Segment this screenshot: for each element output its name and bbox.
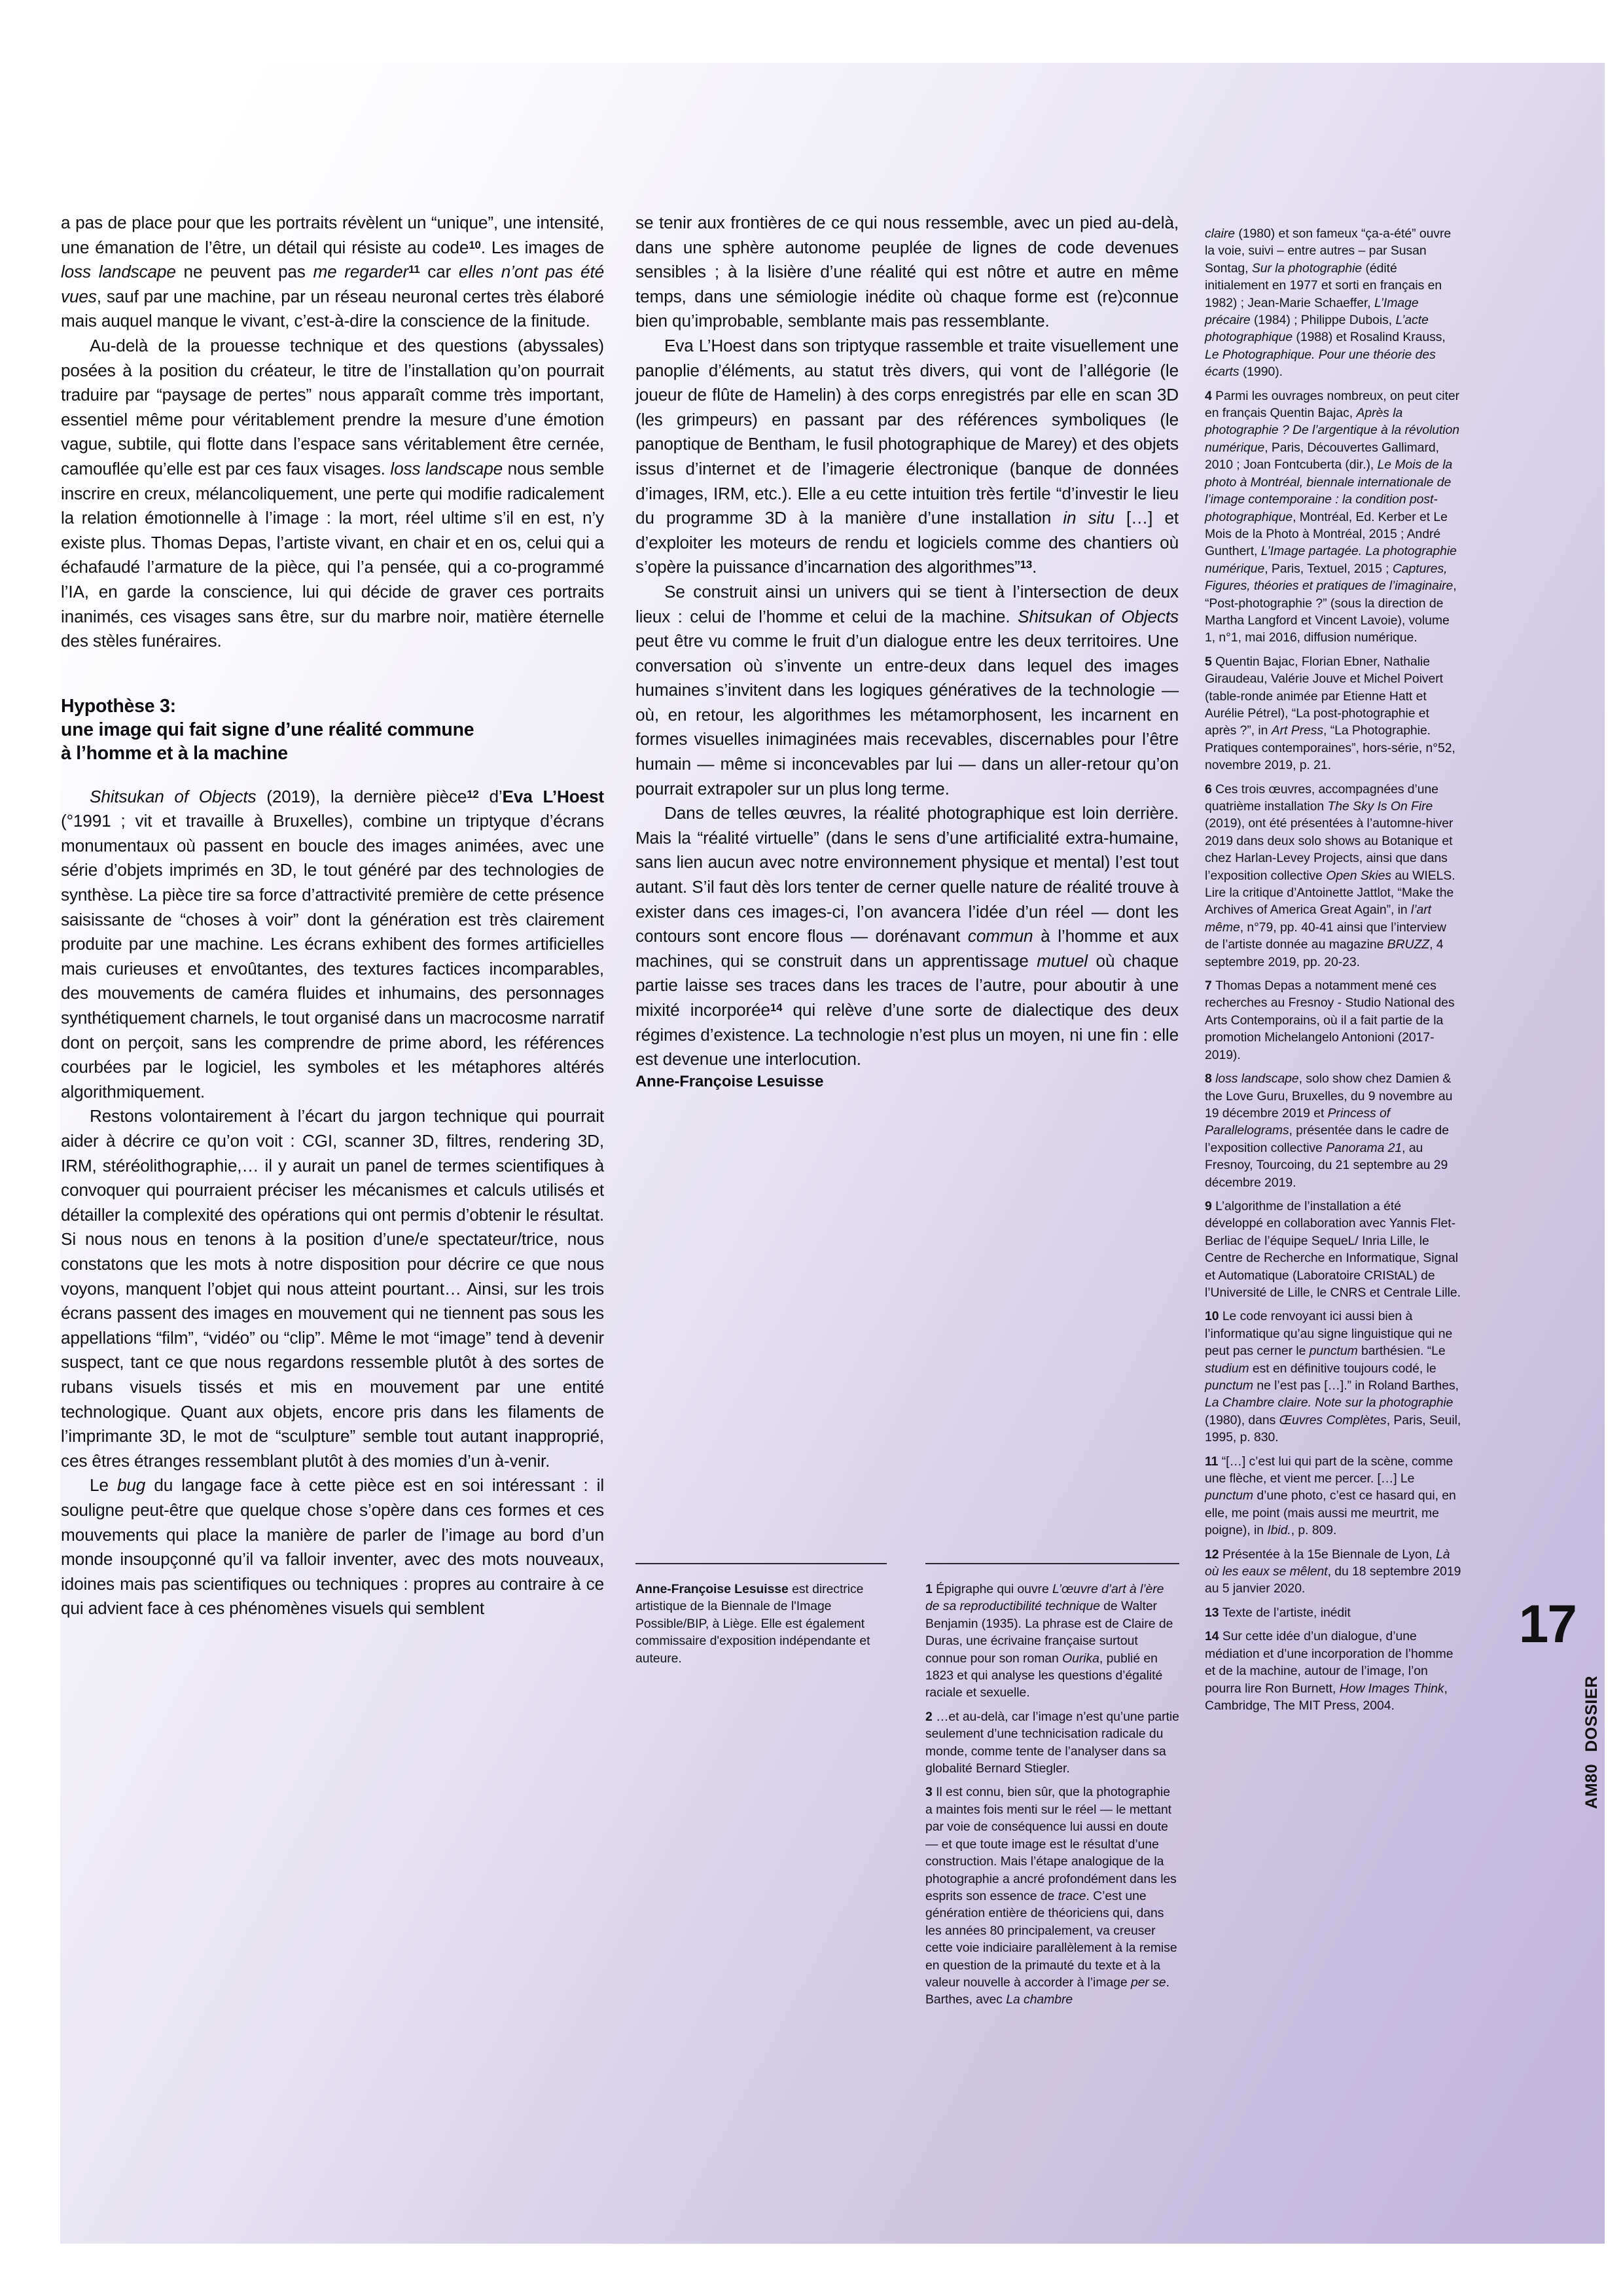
text-run: qui relève d’une sorte de dialectique des deux régimes d’existence. La technologie n’est plus un moyen, ni une fin : elle est devenue une interlocution.: [635, 1000, 1179, 1069]
footnote-text: Présentée à la 15e Biennale de Lyon,: [1222, 1547, 1436, 1562]
footnote-title-italic: Princess of Parallelograms: [1205, 1105, 1391, 1138]
footnote-title-italic: The Sky Is On Fire: [1327, 799, 1433, 814]
emphasis-bug: bug: [116, 1475, 146, 1496]
text-run: du langage face à cette pièce est en soi intéressant : il souligne peut-être que quelque chose s’opère dans ces formes et ces mouvements qui place la manière de parler de l’image au bord d’un monde insoupçonné qu’il va falloir inventer, avec des mots nouveaux, idoines mais pas scientifiques ou techniques : propres au contraire à ce qui advient face à ces phénomènes visuels qui semblent: [61, 1475, 604, 1619]
footnote-text: , “La Photographie. Pratiques contemporaines”, hors-série, n°52, novembre 2019, p. 21.: [1205, 723, 1455, 773]
footnote-text: Ces trois œuvres, accompagnées d’une quatrième installation: [1205, 781, 1439, 814]
text-run: peut être vu comme le fruit d’un dialogue entre les deux territoires. Une conversation où s’invente un entre-deux dans lequel des images humaines s’invitent dans les logiques génératives de la technologie — où, en retour, les algorithmes les métamorphosent, les incarnent en formes visuelles inimaginées mais recevables, discernables pour l’être humain — même si inconcevables par lui — dans un aller-retour qu’on pourrait extrapoler sur un plus long terme.: [635, 631, 1179, 798]
heading-line-1: Hypothèse 3:: [61, 695, 176, 717]
footnote-text: Texte de l’artiste, inédit: [1222, 1605, 1351, 1620]
footnote-text: , Cambridge, The MIT Press, 2004.: [1205, 1681, 1448, 1713]
footnote-item: [1205, 1198, 1461, 1301]
footnote-item: [1205, 387, 1461, 647]
footnote-title-italic: L’Image précaire: [1205, 295, 1419, 328]
footnote-ref-11[interactable]: 11: [408, 263, 420, 276]
footnote-title-italic: trace: [1058, 1888, 1086, 1903]
footnote-number: 7: [1205, 978, 1216, 994]
footnote-text: . C’est une génération entière de théoriciens qui, dans les années 80 principalement, va creuser cette voie indiciaire parallèlement à la remise en question de la primauté du texte et à la valeur nouvelle à accorder à l’image: [925, 1888, 1177, 1990]
footnote-text: , “Post-photographie ?” (sous la direction de Martha Langford et Vincent Lavoie), volume 1, n°1, mai 2016, diffusion numérique.: [1205, 579, 1457, 645]
footnote-ref-10[interactable]: 10: [469, 238, 481, 251]
paragraph-4: [635, 801, 1179, 1072]
footnote-text: , Paris, Seuil, 1995, p. 830.: [1205, 1412, 1461, 1445]
footnote-title-italic: Sur la photographie: [1251, 260, 1363, 276]
author-bio-text: est directrice artistique de la Biennale de l'Image Possible/BIP, à Liège. Elle est également commissaire d'exposition indépendante et auteure.: [635, 1582, 870, 1666]
footnotes-column-left: [925, 1581, 1179, 2015]
footnote-ref-13[interactable]: 13: [1020, 558, 1033, 571]
footnote-number: 8: [1205, 1071, 1216, 1086]
footnote-item: [1205, 977, 1461, 1064]
footnote-text: , au Fresnoy, Tourcoing, du 21 septembre au 29 décembre 2019.: [1205, 1140, 1448, 1190]
footnote-title-italic: Le Photographique. Pour une théorie des écarts: [1205, 347, 1436, 380]
heading-spacer: [61, 765, 604, 785]
footnote-title-italic: Le Mois de la photo à Montréal, biennale internationale de l’image contemporaine : la condition post-photographique: [1205, 457, 1453, 524]
footnote-text: est en définitive toujours codé, le: [1249, 1361, 1436, 1376]
footnote-text: . Barthes, avec: [925, 1975, 1169, 2007]
footnote-number: 6: [1205, 781, 1216, 797]
text-run: Dans de telles œuvres, la réalité photographique est loin derrière. Mais la “réalité virtuelle” (dans le sens d’une artificialité extra-humaine, sans lien aucun avec notre environnement physique et mental) l’est tout autant. S’il faut dès lors tenter de cerner quelle nature de réalité trouve à exister dans ces images-ci, l’on avancera l’idée d’un réel — dont les contours sont encore flous — dorénavant: [635, 803, 1179, 946]
running-foot-section: DOSSIER: [1582, 1676, 1601, 1752]
text-run: Se construit ainsi un univers qui se tient à l’intersection de deux lieux : celui de l’homme et celui de la machine.: [635, 581, 1179, 626]
work-title-loss-landscape: loss landscape: [61, 262, 176, 282]
text-run: a pas de place pour que les portraits révèlent un “unique”, une intensité, une émanation de l’être, un détail qui résiste au code: [61, 213, 604, 257]
text-run: où chaque partie laisse ses traces dans les traces de l’autre, pour aboutir à une mixité incorporée: [635, 950, 1179, 1020]
work-title-loss-landscape: loss landscape: [390, 458, 503, 478]
section-spacer: [61, 654, 604, 694]
text-run: ne peuvent pas: [175, 262, 313, 282]
page-number: 17: [1518, 1594, 1576, 1654]
footnote-text: , présentée dans le cadre de l’exposition collective: [1205, 1123, 1450, 1155]
footnote-text: Il est connu, bien sûr, que la photographie a maintes fois menti sur le réel — le mettant par voie de conséquence lui aussi en doute — et que toute image est le résultat d’une construction. Mais l’étape analogique de la photographie a ancré profondément dans les esprits son essence de: [925, 1785, 1177, 1903]
artist-name-eva-lhoest: Eva L’Hoest: [502, 786, 604, 806]
footnote-text: “[…] c’est lui qui part de la scène, comme une flèche, et vient me percer. […] Le: [1205, 1454, 1454, 1486]
footnote-ref-12[interactable]: 12: [467, 787, 479, 800]
paragraph-1: se tenir aux frontières de ce qui nous ressemble, avec un pied au-delà, dans une sphère autonome peuplée de lignes de code devenues sensibles ; à la lisière d’une réalité qui est nôtre et autre en même temps, dans une sémiologie inédite où chaque forme est (re)connue bien qu’improbable, semblante mais pas ressemblante.: [635, 213, 1179, 331]
footnote-number: 9: [1205, 1198, 1216, 1213]
footnote-text: (2019), ont été présentées à l’automne-hiver 2019 dans deux solo shows au Botanique et chez Harlan-Levey Projects, ainsi que dans l’exposition collective: [1205, 816, 1454, 883]
footnote-text: , solo show chez Damien & the Love Guru, Bruxelles, du 9 novembre au 19 décembre 2019 et: [1205, 1071, 1453, 1121]
footnote-title-italic: How Images Think: [1339, 1681, 1444, 1696]
text-run: Le: [90, 1475, 117, 1496]
footnote-title-italic: Ibid.: [1267, 1523, 1291, 1538]
footnote-title-italic: punctum: [1205, 1488, 1254, 1503]
emphasis-elles-nont-pas: elles n’ont pas été vues: [61, 262, 605, 306]
footnote-title-italic: studium: [1205, 1361, 1249, 1376]
footnote-ref-14[interactable]: 14: [770, 1001, 783, 1014]
divider-rule-bio: [635, 1563, 887, 1564]
footnote-text: d’une photo, c’est ce hasard qui, en elle, me point (mais aussi me meurtrit, me poigne), in: [1205, 1488, 1456, 1538]
footnote-text: (1990).: [1239, 365, 1283, 380]
section-heading-hypothese-3: [61, 694, 604, 765]
footnote-number: 1: [925, 1582, 936, 1596]
footnote-text: , n°79, pp. 40-41 ainsi que l’interview de l’artiste donnée au magazine: [1205, 920, 1446, 952]
footnote-number: 10: [1205, 1309, 1222, 1324]
author-bio: [635, 1581, 887, 1667]
footnote-title-italic: La chambre: [1006, 1992, 1073, 2007]
work-title-shitsukan: Shitsukan of Objects: [90, 786, 257, 806]
emphasis-me-regarder: me regarder: [313, 262, 409, 282]
footnote-number: 4: [1205, 388, 1216, 403]
footnote-text: de Walter Benjamin (1935). La phrase est de Claire de Duras, une écrivaine française surtout connue pour son roman: [925, 1599, 1173, 1666]
footnote-title-italic: BRUZZ: [1387, 937, 1430, 952]
footnote-text: au WIELS. Lire la critique d’Antoinette Jattlot, “Make the Archives of America Great Again”, in: [1205, 868, 1455, 918]
running-foot-issue: AM80: [1582, 1763, 1601, 1809]
footnote-number: 13: [1205, 1605, 1222, 1620]
footnote-item: [1205, 1453, 1461, 1539]
footnote-text: , Paris, Textuel, 2015 ;: [1264, 561, 1393, 576]
footnote-title-italic: Là où les eaux se mêlent: [1205, 1547, 1450, 1579]
footnote-title-italic: l’art même: [1205, 903, 1431, 935]
footnote-text: (édité initialement en 1977 et sorti en français en 1982) ; Jean-Marie Schaeffer,: [1205, 260, 1442, 310]
footnote-item: [1205, 1308, 1461, 1446]
footnote-title-italic: Open Skies: [1326, 868, 1392, 883]
footnote-number: 3: [925, 1785, 936, 1800]
footnote-text: Quentin Bajac, Florian Ebner, Nathalie Giraudeau, Valérie Jouve et Michel Poivert (table-ronde animée par Etienne Hatt et Aurélie Pétrel), “La post-photographie et après ?”, in: [1205, 654, 1443, 738]
footnote-title-italic: Art Press: [1271, 723, 1324, 738]
divider-rule-notes: [925, 1563, 1179, 1564]
footnote-title-italic: Œuvres Complètes: [1279, 1412, 1387, 1427]
footnote-title-italic: Après la photographie ? De l’argentique à la révolution numérique: [1205, 406, 1460, 455]
footnote-text: Parmi les ouvrages nombreux, on peut citer en français Quentin Bajac,: [1205, 388, 1460, 421]
paragraph-2: [61, 334, 604, 654]
emphasis-mutuel: mutuel: [1037, 950, 1088, 971]
footnote-title-italic: claire: [1205, 226, 1236, 241]
paragraph-2: [635, 334, 1179, 580]
text-run: car: [419, 262, 459, 282]
footnote-item: [1205, 653, 1461, 774]
footnote-text: , 4 septembre 2019, pp. 20-23.: [1205, 937, 1444, 969]
footnote-item: [1205, 1546, 1461, 1598]
footnote-title-italic: loss landscape: [1215, 1071, 1299, 1086]
body-column-1: [61, 211, 604, 1621]
paragraph-3: [61, 785, 604, 1105]
footnote-title-italic: Captures, Figures, théories et pratiques de l’imaginaire: [1205, 561, 1454, 594]
text-run: nous semble inscrire en creux, mélancoliquement, une perte qui modifie radicalement la relation émotionnelle à l’image : la mort, réel ultime s’il en est, n’y existe plus. Thomas Depas, l’artiste vivant, en chair et en os, celui qui a échafaudé l’armature de la pièce, qui l’a pensée, qui a co-programmé l’IA, en garde la conscience, lui qui décide de graver ces portraits inanimés, ces visages sans être, sur du marbre noir, matière éternelle des stèles funéraires.: [61, 458, 605, 651]
footnote-title-italic: punctum: [1205, 1378, 1254, 1393]
footnote-item: [1205, 1628, 1461, 1714]
footnote-number: 2: [925, 1709, 936, 1724]
author-signature: Anne-Françoise Lesuisse: [635, 1072, 824, 1090]
footnote-number: 11: [1205, 1454, 1222, 1469]
footnote-item: [1205, 781, 1461, 971]
footnote-text: …et au-delà, car l’image n’est qu’une partie seulement d’une technicisation radicale du monde, comme tente de l’analyser dans sa globalité Bernard Stiegler.: [925, 1709, 1179, 1776]
footnote-item: [925, 1708, 1179, 1778]
footnotes-column-right: [1205, 225, 1461, 1721]
footnote-item: [1205, 1070, 1461, 1191]
body-column-2: [635, 211, 1179, 1092]
running-foot: [1582, 1676, 1601, 1809]
emphasis-in-situ: in situ: [1063, 508, 1115, 528]
footnote-item: [1205, 1604, 1461, 1621]
paragraph-5: [61, 1473, 604, 1621]
footnote-text: , Montréal, Ed. Kerber et Le Mois de la Photo à Montréal, 2015 ; André Gunthert,: [1205, 509, 1448, 559]
footnote-number: 12: [1205, 1547, 1222, 1562]
footnote-number: 14: [1205, 1629, 1222, 1644]
footnote-text: barthésien. “Le: [1357, 1344, 1446, 1359]
paragraph-continued: [61, 211, 604, 334]
author-bio-name: Anne-Françoise Lesuisse: [635, 1582, 789, 1596]
paragraph-3: [635, 580, 1179, 801]
footnote-title-italic: Ourika: [1062, 1651, 1099, 1666]
footnote-text: Sur cette idée d’un dialogue, d’une médiation et d’une incorporation de l’homme et de la machine, autour de l’image, l’on pourra lire Ron Burnett,: [1205, 1629, 1454, 1696]
work-title-shitsukan: Shitsukan of Objects: [1018, 606, 1179, 626]
footnote-text: (1984) ; Philippe Dubois,: [1250, 313, 1396, 328]
footnote-title-italic: punctum: [1309, 1344, 1358, 1359]
heading-line-3: à l’homme et à la machine: [61, 742, 288, 764]
footnote-text: , p. 809.: [1291, 1523, 1337, 1538]
footnote-text: , du 18 septembre 2019 au 5 janvier 2020.: [1205, 1564, 1461, 1596]
footnote-text: L’algorithme de l’installation a été développé en collaboration avec Yannis Flet-Berliac de l’équipe SequeL/ Inria Lille, le Centre de Recherche en Informatique, Signal et Automatique (Laboratoire CRIStAL) de l’Université de Lille, le CNRS et Centrale Lille.: [1205, 1198, 1461, 1300]
text-run: . Les images de: [480, 237, 605, 257]
emphasis-commun: commun: [967, 926, 1033, 946]
footnote-title-italic: per se: [1130, 1975, 1166, 1990]
footnote-title-italic: L’Image partagée. La photographie numérique: [1205, 544, 1457, 576]
footnote-text: (1988) et Rosalind Krauss,: [1293, 330, 1446, 345]
footnote-text: , Paris, Découvertes Gallimard, 2010 ; Joan Fontcuberta (dir.),: [1205, 440, 1439, 473]
text-run: […] et d’exploiter les moteurs de rendu et logiciels comme des chantiers où s’opère la puissance d’incarnation des algorithmes”: [635, 508, 1179, 577]
text-run: .: [1032, 557, 1037, 577]
paragraph-4: Restons volontairement à l’écart du jargon technique qui pourrait aider à décrire ce qu’on voit : CGI, scanner 3D, filtres, rendering 3D, IRM, stéréolithographie,… il y aurait un panel de termes scientifiques à convoquer qui pourraient préciser les mécanismes et calculs utilisés et détailler la complexité des opérations qui ont permis d’obtenir le résultat. Si nous nous en tenons à la position d’une/e spectateur/trice, nous constatons que les mots à notre disposition pour décrire ce que nous voyons, manquent l’objet qui nous atteint pourtant… Ainsi, sur les trois écrans passent des images en mouvement qui ne tiennent pas sous les appellations “film”, “vidéo” ou “clip”. Même le mot “image” tend à devenir suspect, tant ce que nous regardons ressemble plutôt à des sortes de rubans visuels tissés et mis en mouvement par une entité technologique. Quant aux objets, encore pris dans les filaments de l’imprimante 3D, le mot de “sculpture” semble tout autant inapproprié, ces êtres étranges ressemblant plutôt à des momies d’un à-venir.: [61, 1106, 604, 1471]
heading-line-2: une image qui fait signe d’une réalité commune: [61, 719, 474, 740]
footnote-title-italic: L’acte photographique: [1205, 313, 1429, 345]
text-run: (°1991 ; vit et travaille à Bruxelles), combine un triptyque d’écrans monumentaux où passent en boucle des images animées, avec une série d’objets imprimés en 3D, le tout généré par des technologies de synthèse. La pièce tire sa force d’attractivité première de cette présence saisissante de “choses à voir” dont la génération est très clairement produite par une machine. Les écrans exhibent des formes artificielles mais curieuses et envoûtantes, des textures factices incomparables, des mouvements de caméra fluides et inhumains, des personnages synthétiquement charnels, le tout organisé dans un macrocosme narratif dont on perçoit, sans les comprendre de prime abord, les références courbées par le logiciel, les symboles et les métaphores altérés algorithmiquement.: [61, 811, 604, 1102]
footnote-text: (1980), dans: [1205, 1412, 1279, 1427]
text-run: Au-delà de la prouesse technique et des questions (abyssales) posées à la position du créateur, le titre de l’installation qu’on pourrait traduire par “paysage de pertes” nous apparaît comme très important, essentiel même pour véritablement prendre la mesure d’une émotion vague, subtile, qui flotte dans l’espace sans véritablement être cernée, camouflée qu’elle est par ces faux visages.: [61, 335, 604, 478]
footnote-text: , publié en 1823 et qui analyse les questions d’égalité raciale et sexuelle.: [925, 1651, 1163, 1700]
footnote-item: [1205, 225, 1461, 381]
footnote-number: 5: [1205, 654, 1216, 669]
footnote-text: Épigraphe qui ouvre: [936, 1582, 1053, 1596]
text-run: d’: [478, 786, 503, 806]
text-run: , sauf par une machine, par un réseau neuronal certes très élaboré mais auquel manque le vivant, c’est-à-dire la conscience de la finitude.: [61, 286, 604, 331]
footnote-text: Le code renvoyant ici aussi bien à l’informatique qu’au signe linguistique qui ne peut pas cerner le: [1205, 1309, 1453, 1359]
text-run: (2019), la dernière pièce: [256, 786, 467, 806]
footnote-item: [925, 1784, 1179, 2008]
footnote-title-italic: Panorama 21: [1326, 1140, 1402, 1155]
footnote-text: ne l’est pas […].” in Roland Barthes,: [1253, 1378, 1459, 1393]
text-run: Eva L’Hoest dans son triptyque rassemble et traite visuellement une panoplie d’éléments, au statut très divers, qui vont de l’allégorie (le joueur de flûte de Hamelin) à des corps enregistrés par elle en scan 3D (les grimpeurs) en passant par des références symboliques (le panoptique de Bentham, le fusil photographique de Marey) et des objets issus d’internet et de l’imagerie électronique (banque de données d’images, IRM, etc.). Elle a eu cette intuition très fertile “d’investir le lieu du programme 3D à la manière d’une installation: [635, 335, 1179, 528]
footnote-item: [925, 1581, 1179, 1702]
footnote-title-italic: L’œuvre d’art à l’ère de sa reproductibilité technique: [925, 1582, 1164, 1614]
footnote-text: (1980) et son fameux “ça-a-été” ouvre la voie, suivi – entre autres – par Susan Sontag,: [1205, 226, 1452, 276]
text-run: à l’homme et aux machines, qui se construit dans un apprentissage: [635, 926, 1179, 971]
footnote-text: Thomas Depas a notamment mené ces recherches au Fresnoy - Studio National des Arts Contemporains, où il a fait partie de la promotion Michelangelo Antonioni (2017-2019).: [1205, 978, 1455, 1062]
footnote-title-italic: La Chambre claire. Note sur la photographie: [1205, 1395, 1454, 1410]
